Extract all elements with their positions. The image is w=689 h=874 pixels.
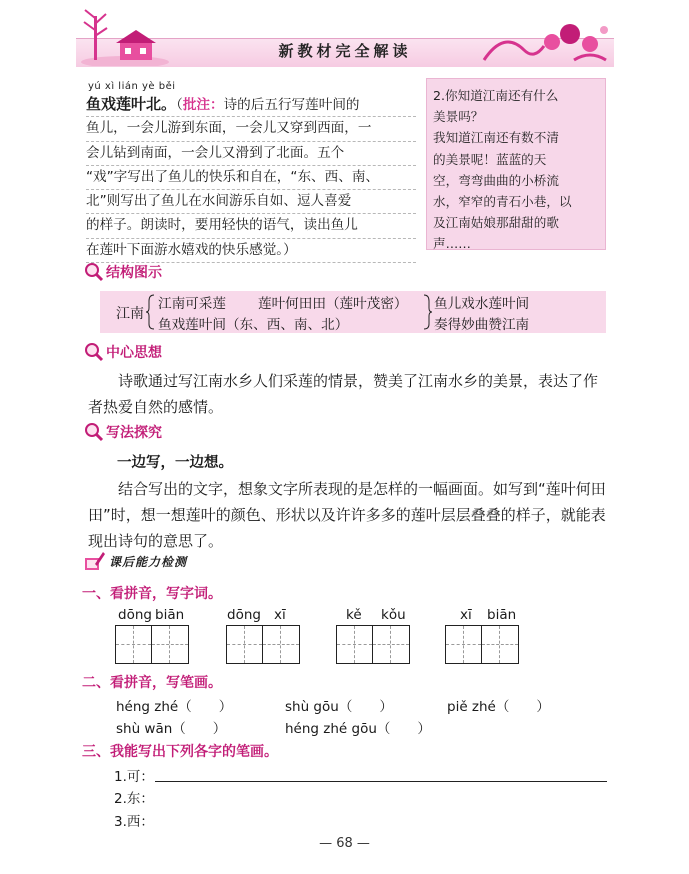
- writing-cell[interactable]: [227, 626, 263, 663]
- stroke-answer-item[interactable]: héng zhé（ ）: [116, 699, 233, 715]
- question-3-heading: 三、我能写出下列各字的笔画。: [82, 744, 278, 760]
- answer-line[interactable]: [155, 781, 607, 782]
- book-title: 新教材完全解读: [278, 42, 412, 60]
- pinyin: biān: [155, 607, 185, 623]
- test-badge: [83, 549, 187, 573]
- open-bracket: （: [176, 97, 183, 113]
- writing-cell[interactable]: [337, 626, 373, 663]
- knowledge-line: 美景吗？: [433, 109, 484, 125]
- stroke-answer-item[interactable]: héng zhé gōu（ ）: [285, 721, 431, 737]
- writing-subheading: 一边写，一边想。: [117, 455, 233, 471]
- stroke-answer-item[interactable]: piě zhé（ ）: [447, 699, 550, 715]
- diagram-branch: 鱼戏莲叶间（东、西、南、北）: [158, 317, 349, 333]
- test-badge-label: 课后能力检测: [109, 554, 188, 569]
- writing-cell[interactable]: [482, 626, 518, 663]
- diagram-branch: 江南可采莲: [158, 296, 226, 312]
- writing-grid[interactable]: [226, 625, 300, 664]
- pinyin: xī: [274, 607, 286, 623]
- pinyin: xī: [460, 607, 472, 623]
- knowledge-line: 的美景呢！蓝蓝的天: [433, 151, 547, 167]
- poem-annotation: [86, 93, 416, 263]
- pinyin-annotation: yú xì lián yè běi: [88, 81, 176, 92]
- stroke-order-item: 2.东：: [114, 791, 154, 807]
- annotation-line: 在莲叶下面游水嬉戏的快乐感觉。）: [86, 239, 416, 263]
- left-brace-icon: [146, 293, 156, 331]
- stroke-order-item: 3.西：: [114, 814, 154, 830]
- pinyin: biān: [487, 607, 517, 623]
- writing-grid[interactable]: [336, 625, 410, 664]
- section-title: 结构图示: [106, 265, 162, 281]
- question-1-heading: 一、看拼音，写字词。: [82, 586, 222, 602]
- knowledge-line: 水，窄窄的青石小巷，以: [433, 193, 572, 209]
- magnifier-icon: [84, 422, 104, 442]
- writing-grid[interactable]: [445, 625, 519, 664]
- pencil-book-icon: [83, 550, 105, 572]
- knowledge-line: 空，弯弯曲曲的小桥流: [433, 172, 559, 188]
- annotation-line: 的样子。朗读时，要用轻快的语气，读出鱼儿: [86, 214, 416, 238]
- diagram-root: 江南: [116, 306, 144, 322]
- stroke-answer-item[interactable]: shù gōu（ ）: [285, 699, 393, 715]
- annotation-line: 北”则写出了鱼儿在水间游乐自如、逗人喜爱: [86, 190, 416, 214]
- stroke-order-item: 1.可：: [114, 769, 154, 785]
- structure-diagram: [100, 291, 606, 333]
- annotation-line: 鱼儿，一会儿游到东面，一会儿又穿到西面，一: [86, 117, 416, 141]
- writing-cell[interactable]: [373, 626, 409, 663]
- magnifier-icon: [84, 262, 104, 282]
- pinyin: kě: [346, 607, 362, 623]
- stroke-answer-item[interactable]: shù wān（ ）: [116, 721, 227, 737]
- writing-cell[interactable]: [446, 626, 482, 663]
- writing-cell[interactable]: [263, 626, 299, 663]
- central-idea-text: 诗歌通过写江南水乡人们采莲的情景，赞美了江南水乡的美景，表达了作者热爱自然的感情。: [88, 372, 599, 416]
- note-label: 批注：: [182, 97, 224, 113]
- section-title: 中心思想: [106, 345, 162, 361]
- diagram-branch-detail: 莲叶何田田（莲叶茂密）: [258, 296, 408, 312]
- page-number: — 68 —: [319, 836, 370, 851]
- writing-text: 结合写出的文字，想象文字所表现的是怎样的一幅画面。如写到“莲叶何田田”时，想一想莲叶的颜色、形状以及许许多多的莲叶层层叠叠的样子，就能表现出诗句的意思了。: [88, 480, 606, 550]
- poem-line: 鱼戏莲叶北。: [86, 95, 177, 113]
- section-heading-writing: [84, 422, 162, 442]
- annotation-text: 诗的后五行写莲叶间的: [223, 97, 360, 113]
- section-title: 写法探究: [106, 425, 162, 441]
- pinyin: kǒu: [381, 607, 406, 623]
- diagram-result: 鱼儿戏水莲叶间: [434, 296, 530, 312]
- section-heading-structure: [84, 262, 162, 282]
- knowledge-box: [426, 78, 606, 250]
- page-header: [76, 0, 614, 70]
- diagram-result: 奏得妙曲赞江南: [434, 317, 530, 333]
- question-2-heading: 二、看拼音，写笔画。: [82, 675, 222, 691]
- pinyin: dōng: [227, 607, 261, 623]
- section-heading-central-idea: [84, 342, 162, 362]
- writing-cell[interactable]: [152, 626, 188, 663]
- knowledge-line: 声……: [433, 236, 471, 252]
- writing-grid[interactable]: [115, 625, 189, 664]
- knowledge-line: 2.你知道江南还有什么: [433, 88, 559, 103]
- right-brace-icon: [422, 293, 432, 331]
- knowledge-line: 我知道江南还有数不清: [433, 130, 559, 146]
- magnifier-icon: [84, 342, 104, 362]
- annotation-line: “戏”字写出了鱼儿的快乐和自在，“东、西、南、: [86, 166, 416, 190]
- knowledge-line: 及江南姑娘那甜甜的歌: [433, 215, 559, 231]
- writing-cell[interactable]: [116, 626, 152, 663]
- pinyin: dōng: [118, 607, 152, 623]
- flower-swirl-decoration: [474, 20, 614, 66]
- annotation-line: [86, 93, 416, 117]
- annotation-line: 会儿钻到南面，一会儿又滑到了北面。五个: [86, 142, 416, 166]
